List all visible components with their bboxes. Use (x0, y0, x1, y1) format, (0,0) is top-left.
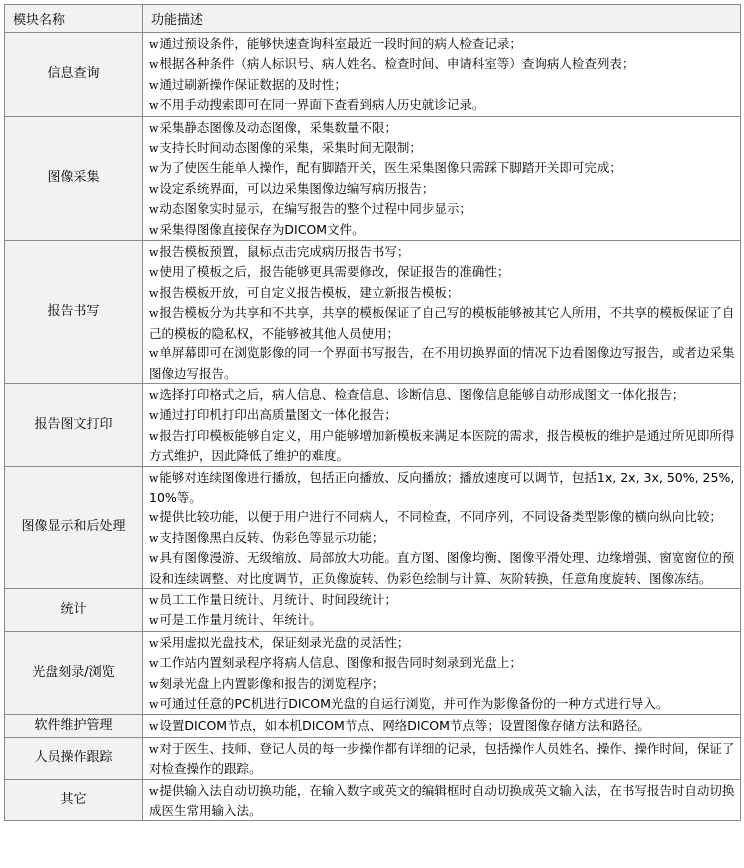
bullet-mark: w (149, 742, 159, 756)
description-item (149, 781, 736, 821)
header-module-name: 模块名称 (5, 5, 143, 33)
description-text: 对于医生、技师、登记人员的每一步操作都有详细的记录，包括操作人员姓名、操作、操作时间，保证了对检查操作的跟踪。 (149, 740, 735, 777)
description-text: 采用虚拟光盘技术，保证刻录光盘的灵活性； (159, 634, 410, 650)
description-text: 为了使医生能单人操作，配有脚踏开关，医生采集图像只需踩下脚踏开关即可完成； (159, 160, 622, 176)
bullet-mark: w (149, 121, 159, 135)
table-row (5, 466, 741, 588)
description-item (149, 716, 736, 736)
bullet-mark: w (149, 347, 159, 361)
bullet-mark: w (149, 223, 159, 237)
bullet-mark: w (149, 246, 159, 260)
description-item (149, 75, 736, 95)
bullet-mark: w (149, 266, 159, 280)
description-text: 工作站内置刻录程序将病人信息、图像和报告同时刻录到光盘上； (159, 655, 522, 671)
description-item (149, 426, 736, 466)
bullet-mark: w (149, 286, 159, 300)
description-text: 具有图像漫游、无级缩放、局部放大功能。直方图、图像均衡、图像平滑处理、边缘增强、窗宽窗位的预设和连续调整、对比度调节，正负像旋转、伪彩色绘制与计算、灰阶转换，任意角度旋转、图像冻结。 (149, 550, 735, 586)
description-item (149, 262, 736, 282)
description-text: 根据各种条件（病人标识号、病人姓名、检查时间、申请科室等）查询病人检查列表； (159, 56, 635, 72)
bullet-mark: w (149, 162, 159, 176)
bullet-mark: w (149, 203, 159, 217)
description-item (149, 694, 736, 714)
function-description-cell (143, 779, 741, 821)
bullet-mark: w (149, 78, 159, 92)
function-description-cell (143, 383, 741, 466)
description-item (149, 138, 736, 158)
description-item (149, 674, 736, 694)
module-name-cell: 报告图文打印 (5, 383, 143, 466)
bullet-mark: w (149, 511, 159, 525)
description-text: 报告模板开放，可自定义报告模板，建立新报告模板； (159, 284, 460, 300)
function-description-cell (143, 715, 741, 737)
function-description-cell (143, 116, 741, 240)
function-description-cell (143, 33, 741, 117)
description-text: 能够对连续图像进行播放，包括正向播放、反向播放；播放速度可以调节，包括1x, 2x, 3x, 50%, 25%, 10%等。 (149, 469, 735, 505)
description-text: 设置DICOM节点，如本机DICOM节点、网络DICOM节点等；设置图像存储方法和路径。 (159, 718, 650, 734)
description-text: 通过预设条件，能够快速查询科室最近一段时间的病人检查记录； (159, 36, 522, 51)
description-text: 支持长时间动态图像的采集，采集时间无限制； (159, 140, 422, 156)
bullet-mark: w (149, 698, 159, 711)
module-name-cell: 统计 (5, 588, 143, 631)
description-item (149, 199, 736, 219)
description-text: 通过打印机打印出高质量图文一体化报告； (159, 407, 397, 423)
module-name-cell: 光盘刻录/浏览 (5, 631, 143, 715)
description-text: 支持图像黑白反转、伪彩色等显示功能； (159, 529, 385, 545)
description-item (149, 739, 736, 779)
bullet-mark: w (149, 784, 159, 798)
bullet-mark: w (149, 531, 159, 545)
bullet-mark: w (149, 471, 159, 485)
bullet-mark: w (149, 552, 159, 566)
description-item (149, 303, 736, 343)
description-item (149, 158, 736, 178)
description-text: 不用手动搜索即可在同一界面下查看到病人历史就诊记录。 (159, 97, 485, 113)
description-text: 选择打印格式之后，病人信息、检查信息、诊断信息、图像信息能够自动形成图文一体化报告； (159, 386, 685, 402)
bullet-mark: w (149, 677, 159, 691)
bullet-mark: w (149, 99, 159, 113)
description-text: 通过刷新操作保证数据的及时性； (159, 76, 347, 92)
description-text: 报告模板预置，鼠标点击完成病历报告书写； (159, 244, 410, 260)
description-text: 采集得图像直接保存为DICOM文件。 (159, 221, 365, 237)
description-text: 使用了模板之后，报告能够更具需要修改，保证报告的准确性； (159, 264, 510, 280)
description-item (149, 507, 736, 527)
description-item (149, 34, 736, 54)
module-name-cell: 图像显示和后处理 (5, 466, 143, 588)
description-text: 报告模板分为共享和不共享，共享的模板保证了自己写的模板能够被其它人所用，不共享的模板保证了自己的模板的隐私权，不能够被其他人员使用； (149, 305, 735, 341)
description-text: 刻录光盘上内置影像和报告的浏览程序； (159, 675, 385, 691)
function-description-cell (143, 631, 741, 715)
bullet-mark: w (149, 38, 159, 51)
description-item (149, 610, 736, 630)
bullet-mark: w (149, 720, 159, 734)
description-item (149, 220, 736, 240)
table-row (5, 779, 741, 821)
description-text: 提供输入法自动切换功能，在输入数字或英文的编辑框时自动切换成英文输入法，在书写报告时自动切换成医生常用输入法。 (149, 782, 735, 819)
bullet-mark: w (149, 388, 159, 402)
module-name-cell: 报告书写 (5, 241, 143, 384)
description-item (149, 548, 736, 588)
module-name-cell: 人员操作跟踪 (5, 737, 143, 779)
description-item (149, 405, 736, 425)
header-row (5, 5, 741, 33)
description-item (149, 283, 736, 303)
bullet-mark: w (149, 58, 159, 72)
description-text: 单屏幕即可在浏览影像的同一个界面书写报告，在不用切换界面的情况下边看图像边写报告，或者边采集图像边写报告。 (149, 345, 735, 381)
bullet-mark: w (149, 142, 159, 156)
table-row (5, 33, 741, 117)
description-item (149, 179, 736, 199)
description-item (149, 385, 736, 405)
bullet-mark: w (149, 307, 159, 321)
module-name-cell: 其它 (5, 779, 143, 821)
description-text: 可通过任意的PC机进行DICOM光盘的自运行浏览，并可作为影像备份的一种方式进行导入。 (159, 696, 669, 711)
description-item (149, 590, 736, 610)
description-item (149, 653, 736, 673)
description-item (149, 343, 736, 383)
feature-table (4, 4, 741, 821)
table-row (5, 241, 741, 384)
description-item (149, 54, 736, 74)
description-item (149, 95, 736, 115)
description-item (149, 118, 736, 138)
bullet-mark: w (149, 614, 159, 628)
description-text: 动态图象实时显示，在编写报告的整个过程中同步显示； (159, 201, 472, 217)
description-text: 报告打印模板能够自定义，用户能够增加新模板来满足本医院的需求，报告模板的维护是通过所见即所得方式维护，因此降低了维护的难度。 (149, 427, 735, 464)
table-row (5, 116, 741, 240)
function-description-cell (143, 241, 741, 384)
table-row (5, 383, 741, 466)
function-description-cell (143, 737, 741, 779)
bullet-mark: w (149, 409, 159, 423)
bullet-mark: w (149, 182, 159, 196)
module-name-cell: 图像采集 (5, 116, 143, 240)
bullet-mark: w (149, 429, 159, 443)
module-name-cell: 软件维护管理 (5, 715, 143, 737)
bullet-mark: w (149, 636, 159, 650)
description-item (149, 468, 736, 508)
function-description-cell (143, 466, 741, 588)
header-function-description: 功能描述 (143, 5, 741, 33)
table-row (5, 715, 741, 737)
description-text: 设定系统界面，可以边采集图像边编写病历报告； (159, 180, 435, 196)
description-item (149, 528, 736, 548)
module-name-cell: 信息查询 (5, 33, 143, 117)
description-item (149, 242, 736, 262)
table-body (5, 33, 741, 821)
description-text: 可是工作量月统计、年统计。 (159, 612, 322, 628)
table-row (5, 631, 741, 715)
bullet-mark: w (149, 657, 159, 671)
description-text: 提供比较功能，以便于用户进行不同病人，不同检查，不同序列，不同设备类型影像的横向纵向比较； (159, 509, 722, 525)
description-text: 员工工作量日统计、月统计、时间段统计； (159, 591, 397, 607)
function-description-cell (143, 588, 741, 631)
description-item (149, 633, 736, 653)
bullet-mark: w (149, 593, 159, 607)
table-row (5, 737, 741, 779)
table-row (5, 588, 741, 631)
description-text: 采集静态图像及动态图像，采集数量不限； (159, 119, 397, 135)
